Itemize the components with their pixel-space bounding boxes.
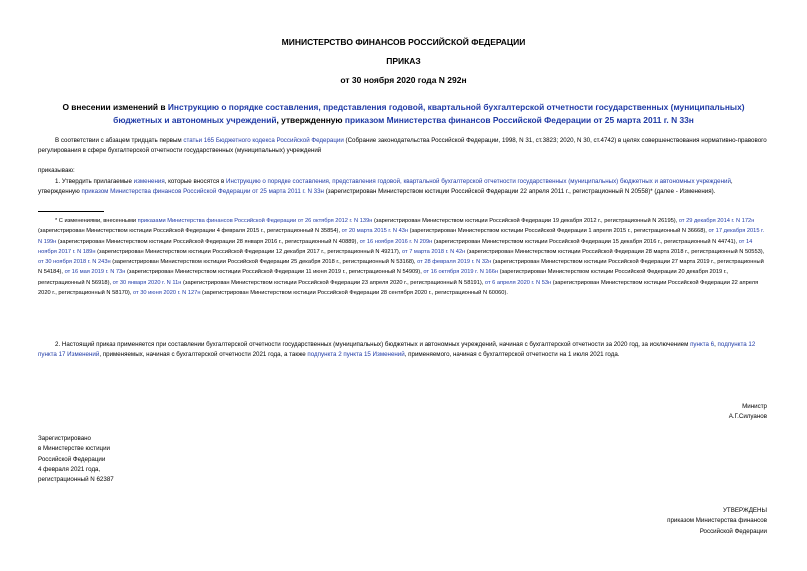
approval-line: приказом Министерства финансов (667, 517, 767, 525)
minister-title: Министр (742, 403, 767, 410)
ministry-heading: МИНИСТЕРСТВО ФИНАНСОВ РОССИЙСКОЙ ФЕДЕРАЦИИ (281, 37, 526, 47)
approval-block (520, 506, 767, 537)
item-1-text: (зарегистрирован Министерством юстиции Российской Федерации 22 апреля 2011 г., регистрационный N 20558)* (далее - Изменения). (323, 188, 716, 196)
footnote-text: (зарегистрирован Министерством юстиции Российской Федерации 28 января 2016 г., регистрационный N 40889), (56, 238, 360, 245)
signature-block (560, 402, 767, 423)
preamble-link-budget-code[interactable]: статьи 165 Бюджетного кодекса Российской Федерации (183, 137, 344, 144)
footnote-paragraph (38, 216, 767, 298)
registration-line: Российской Федерации (38, 455, 106, 463)
footnote-link[interactable]: от 29 декабря 2014 г. N 172н (678, 218, 755, 224)
registration-line: в Министерстве юстиции (38, 445, 111, 453)
item-1-link-instruction[interactable]: Инструкцию о порядке составления, представления годовой, квартальной бухгалтерской отчетности государственных (муниципальных) бюджетных и автономных учреждений (226, 178, 731, 185)
title-link-order[interactable]: приказом Министерства финансов Российской Федерации от 25 марта 2011 г. N 33н (344, 114, 694, 125)
approval-line: Российской Федерации (699, 527, 767, 535)
order-word: приказываю: (38, 167, 75, 174)
doc-type-heading: ПРИКАЗ (386, 56, 421, 66)
footnote-link[interactable]: от 30 января 2020 г. N 11н (112, 279, 182, 286)
minister-name: А.Г.Силуанов (728, 413, 767, 421)
footnote-text: (зарегистрирован Министерством юстиции Российской Федерации 20 декабря 2019 г., регистрационный N 56918), (38, 269, 729, 286)
footnote-text: (зарегистрирован Министерством юстиции Российской Федерации 22 апреля 2020 г., регистрационный N 58170), (38, 279, 759, 297)
footnote-text: * С изменениями, внесенными (55, 218, 138, 224)
footnote-text: (зарегистрирован Министерством юстиции Российской Федерации 28 сентября 2020 г., регистрационный N 60060). (200, 290, 508, 297)
title-text: О внесении изменений в (62, 102, 168, 112)
footnote-text: (зарегистрирован Министерством юстиции Российской Федерации 27 марта 2019 г., регистрационный N 54184), (38, 259, 764, 276)
footnote-link[interactable]: от 28 февраля 2019 г. N 32н (417, 259, 492, 266)
footnote-text: (зарегистрирован Министерством юстиции Российской Федерации 25 декабря 2018 г., регистрационный N 53168), (110, 259, 418, 266)
footnote-separator (38, 211, 104, 212)
item-1-link-changes[interactable]: изменения (133, 178, 165, 185)
footnote-link[interactable]: от 30 июня 2020 г. N 127н (133, 290, 201, 297)
footnote-text: (зарегистрирован Министерством юстиции Российской Федерации 12 декабря 2017 г., регистрационный N 49217), (95, 248, 402, 255)
footnote-link[interactable]: от 6 апреля 2020 г. N 53н (484, 279, 552, 286)
item-1-paragraph (38, 177, 767, 198)
item-1-text: , которые вносятся в (164, 178, 226, 185)
registration-line: 4 февраля 2021 года, (38, 465, 101, 473)
item-2-text: , (714, 341, 718, 348)
footnote-link[interactable]: от 14 ноября 2017 г. N 189н (38, 238, 753, 255)
item-2-link-point-6[interactable]: пункта 6 (690, 341, 715, 348)
footnote-text: (зарегистрирован Министерством юстиции Российской Федерации 19 декабря 2012 г., регистрационный N 26195), (372, 218, 679, 224)
footnote-link[interactable]: от 20 марта 2015 г. N 43н (341, 228, 409, 235)
date-number-heading: от 30 ноября 2020 года N 292н (340, 75, 467, 85)
document-title (40, 101, 767, 126)
item-2-link-subpoint-2[interactable]: подпункта 2 пункта 15 Изменений (307, 351, 405, 359)
footnote-link[interactable]: от 16 мая 2019 г. N 73н (64, 269, 126, 276)
registration-line: регистрационный N 62387 (38, 476, 114, 484)
footnote-link[interactable]: приказами Министерства финансов Российской Федерации от 26 октября 2012 г. N 139н (137, 218, 373, 224)
footnote-text: (зарегистрирован Министерством юстиции Российской Федерации 28 марта 2018 г., регистрационный N 50553), (465, 248, 765, 255)
registration-line: Зарегистрировано (38, 435, 91, 442)
title-text: , утвержденную (276, 114, 345, 125)
footnote-link[interactable]: от 30 ноября 2018 г. N 243н (38, 259, 111, 266)
item-1-text: 1. Утвердить прилагаемые (55, 178, 134, 185)
footnote-link[interactable]: от 17 декабря 2015 г. N 199н (38, 228, 765, 245)
item-2-text: , применяемых, начиная с бухгалтерской отчетности 2021 года, а также (99, 351, 308, 359)
footnote-text: (зарегистрирован Министерством юстиции Российской Федерации 23 апреля 2020 г., регистрационный N 58191), (181, 279, 485, 286)
footnote-text: (зарегистрирован Министерством юстиции Российской Федерации 1 апреля 2015 г., регистрационный N 36668), (408, 228, 709, 235)
footnote-link[interactable]: от 7 марта 2018 г. N 42н (401, 248, 466, 255)
registration-block (38, 434, 338, 485)
item-1-link-order[interactable]: приказом Министерства финансов Российской Федерации от 25 марта 2011 г. N 33н (81, 188, 324, 196)
footnote-text: (зарегистрирован Министерством юстиции Российской Федерации 4 февраля 2015 г., регистрационный N 35854), (38, 228, 342, 235)
footnote-text: (зарегистрирован Министерством юстиции Российской Федерации 15 декабря 2016 г., регистрационный N 44741), (432, 238, 739, 245)
preamble-text: В соответствии с абзацем тридцать первым (55, 137, 184, 144)
item-2-text: 2. Настоящий приказ применяется при составлении бухгалтерской отчетности государственных (муниципальных) бюджетных и автономных учреждений, начиная с бухгалтерской отчетности за 2020 год, за исключением (55, 341, 691, 348)
preamble-text: (Собрание законодательства Российской Федерации, 1998, N 31, ст.3823; 2020, N 30, ст.4742) в целях совершенствования нормативно-правового регулирования в сфере бухгалтерской отчетности государственных (муниципальных) учреждений (38, 137, 767, 155)
item-1-text: , утвержденную (38, 178, 733, 196)
approval-line: УТВЕРЖДЕНЫ (723, 507, 767, 514)
footnote-link[interactable]: от 16 ноября 2016 г. N 209н (359, 238, 433, 245)
preamble-paragraph (38, 136, 767, 157)
footnote-link[interactable]: от 16 октября 2019 г. N 166н (423, 269, 499, 276)
title-link-instruction[interactable]: Инструкцию о порядке составления, представления годовой, квартальной бухгалтерской отчетности государственных (муниципальных) бюджетных и автономных учреждений (113, 102, 745, 125)
footnote-text: (зарегистрирован Министерством юстиции Российской Федерации 11 июня 2019 г., регистрационный N 54909), (125, 269, 424, 276)
item-2-link-subpoint-12[interactable]: подпункта 12 пункта 17 Изменений (38, 341, 756, 359)
item-2-paragraph (38, 340, 767, 361)
item-2-text: , применяемого, начиная с бухгалтерской отчетности на 1 июля 2021 года. (404, 351, 620, 359)
